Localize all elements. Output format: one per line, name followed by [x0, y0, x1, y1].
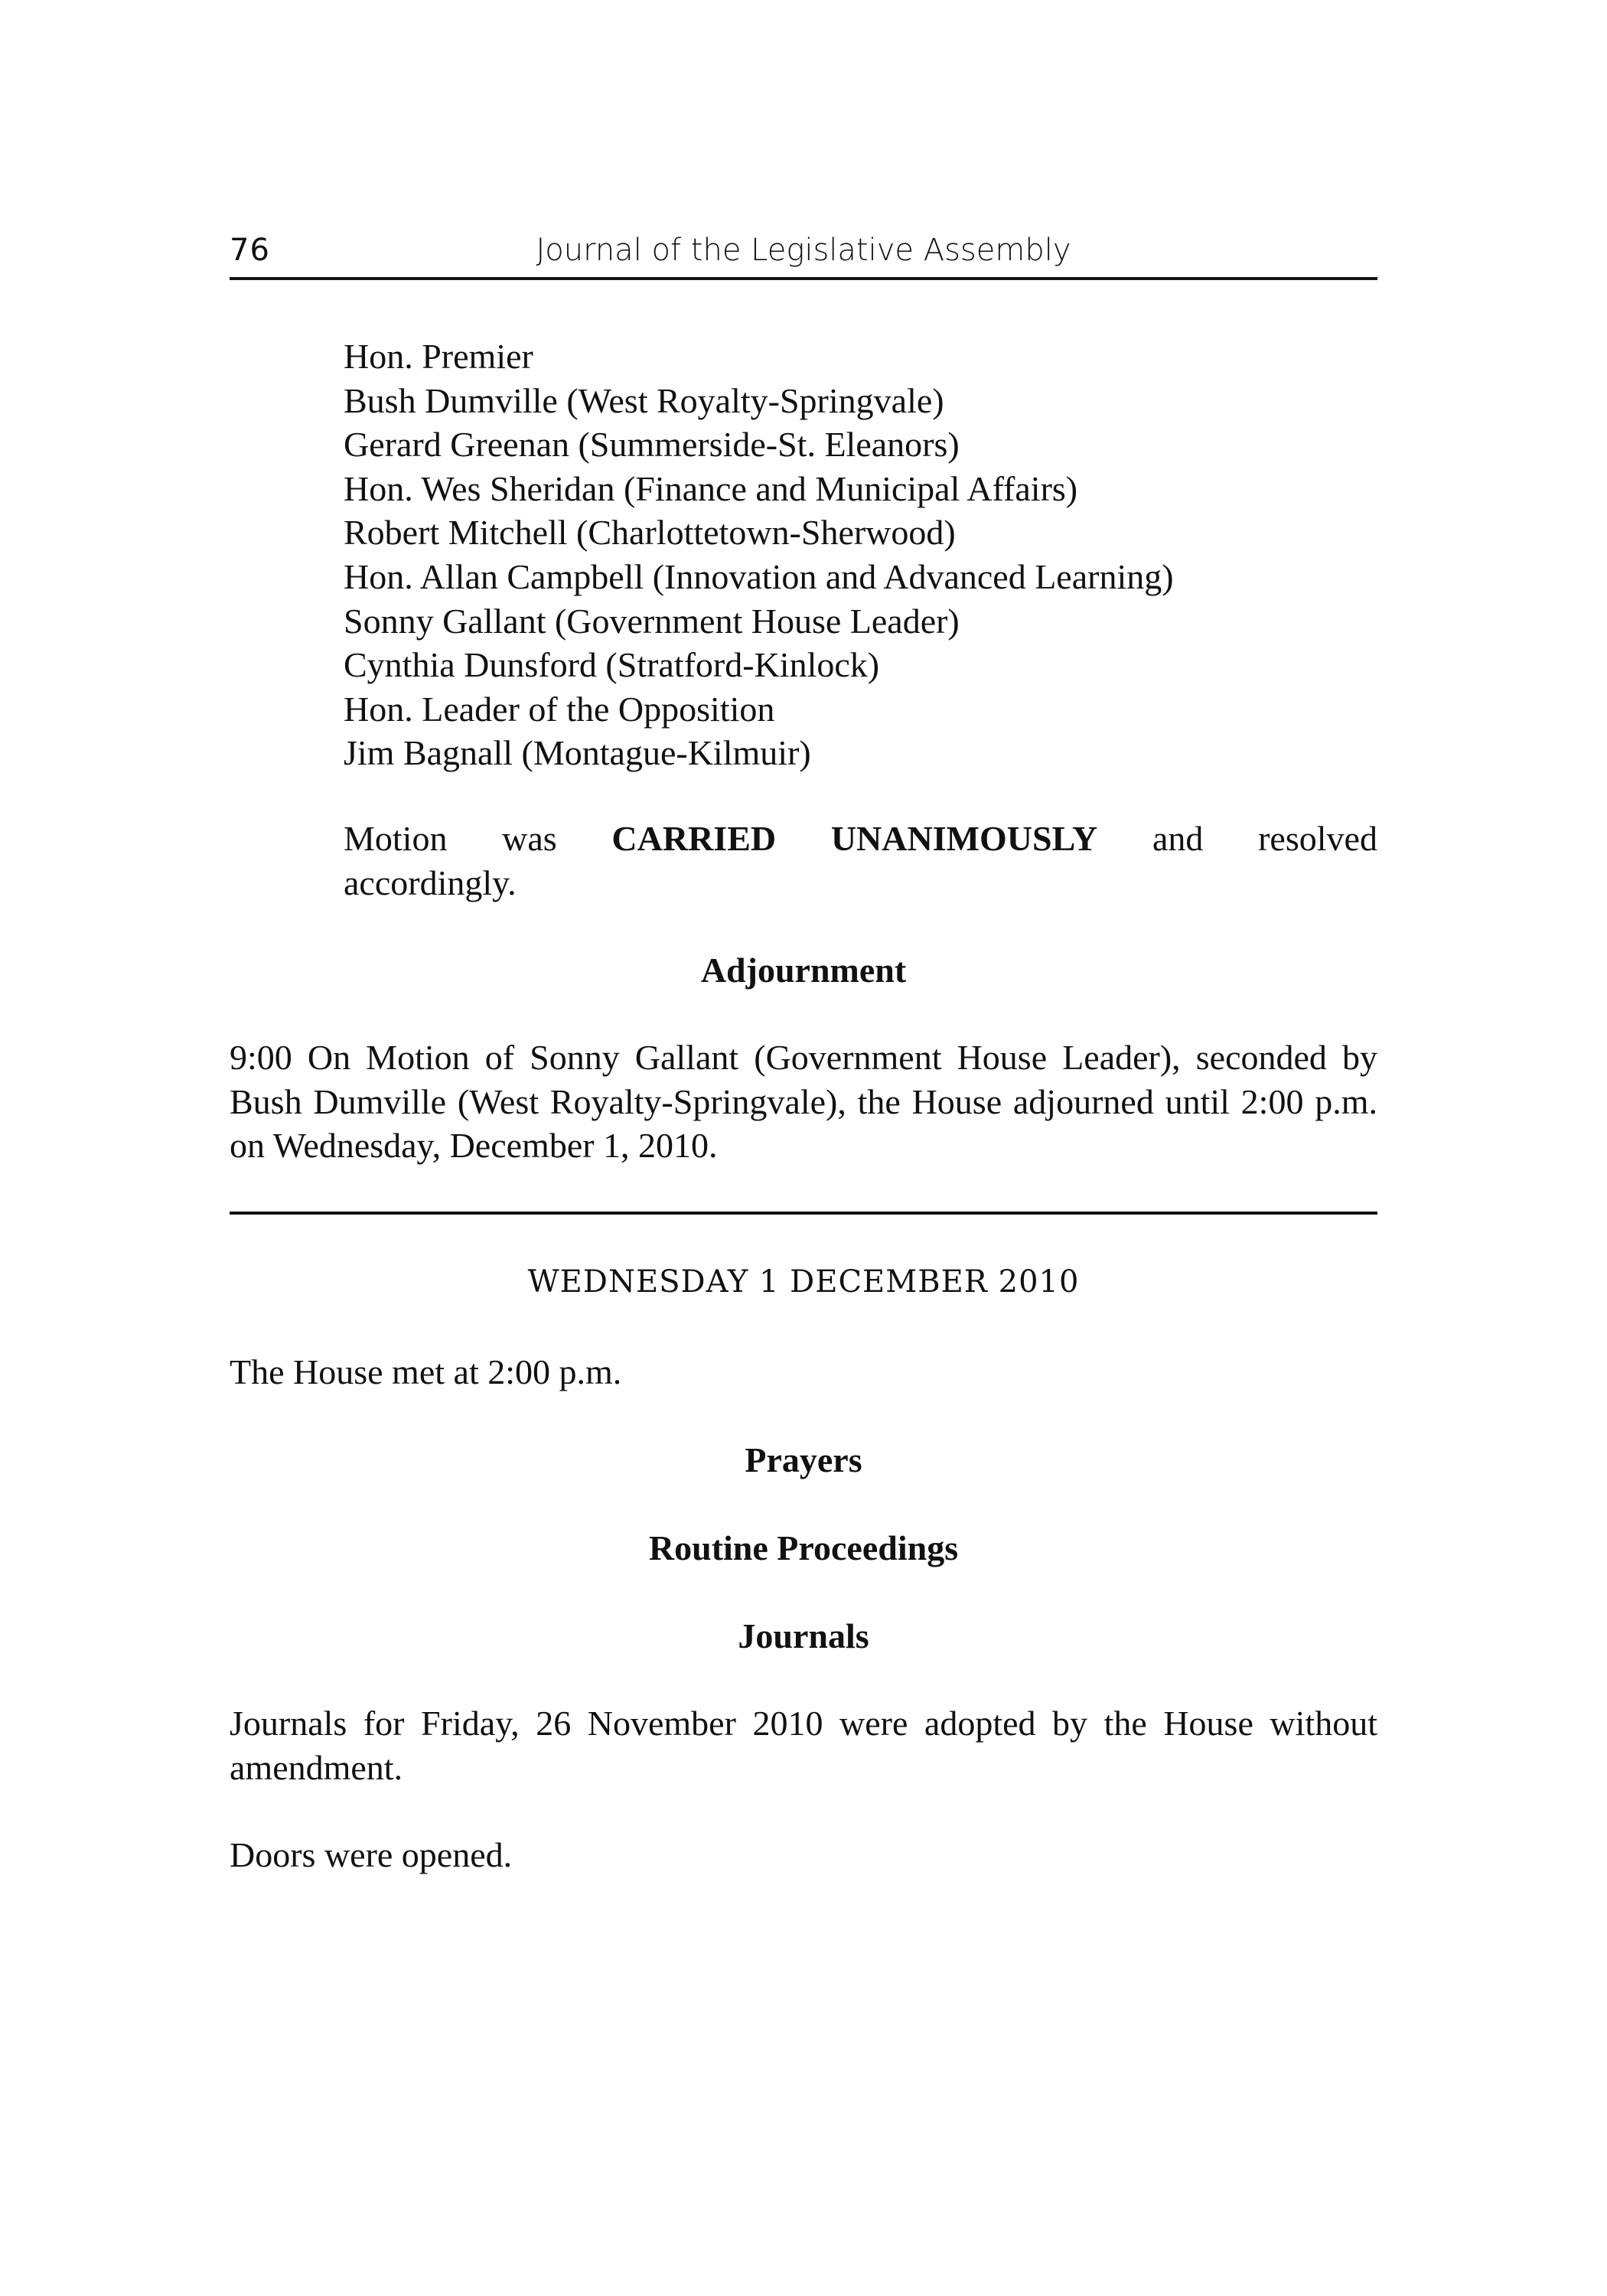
adjournment-paragraph: 9:00 On Motion of Sonny Gallant (Government House Leader), seconded by Bush Dumville (West Royalty-Springvale), the House adjourned until 2:00 p.m. on Wednesday, December 1, 2010. [230, 1038, 1377, 1166]
doors-paragraph: Doors were opened. [230, 1835, 513, 1874]
member-item: Hon. Wes Sheridan (Finance and Municipal Affairs) [344, 468, 1078, 508]
prayers-heading: Prayers [745, 1440, 862, 1479]
section-divider [230, 1212, 1377, 1215]
page-number: 76 [230, 233, 270, 268]
motion-result-line [344, 817, 1377, 861]
page-header [230, 230, 1377, 280]
running-title: Journal of the Legislative Assembly [536, 233, 1071, 268]
carried-word: CARRIED [611, 819, 777, 858]
adjournment-heading: Adjournment [700, 951, 907, 990]
member-item: Bush Dumville (West Royalty-Springvale) [344, 380, 944, 420]
unanimously-word: UNANIMOUSLY [830, 819, 1098, 858]
house-met-text: The House met at 2:00 p.m. [230, 1352, 622, 1391]
member-item: Gerard Greenan (Summerside-St. Eleanors) [344, 425, 960, 465]
journals-heading: Journals [738, 1616, 869, 1655]
member-item: Hon. Premier [344, 337, 533, 376]
date-heading: WEDNESDAY 1 DECEMBER 2010 [527, 1264, 1080, 1300]
resolved-word: resolved [1258, 819, 1377, 858]
member-item: Cynthia Dunsford (Stratford-Kinlock) [344, 645, 880, 685]
member-item: Hon. Allan Campbell (Innovation and Advanced Learning) [344, 556, 1174, 596]
and-word: and [1152, 819, 1204, 858]
member-item: Robert Mitchell (Charlottetown-Sherwood) [344, 513, 956, 553]
motion-word: Motion [344, 819, 448, 858]
member-list [344, 334, 1174, 775]
member-item: Sonny Gallant (Government House Leader) [344, 601, 960, 641]
member-item: Hon. Leader of the Opposition [344, 689, 775, 729]
routine-proceedings-heading: Routine Proceedings [648, 1528, 959, 1567]
motion-result-line-2: accordingly. [344, 863, 517, 902]
journals-paragraph: Journals for Friday, 26 November 2010 were adopted by the House without amendment. [230, 1704, 1377, 1787]
motion-result [344, 817, 1377, 905]
member-item: Jim Bagnall (Montague-Kilmuir) [344, 733, 811, 773]
was-word: was [502, 819, 557, 858]
